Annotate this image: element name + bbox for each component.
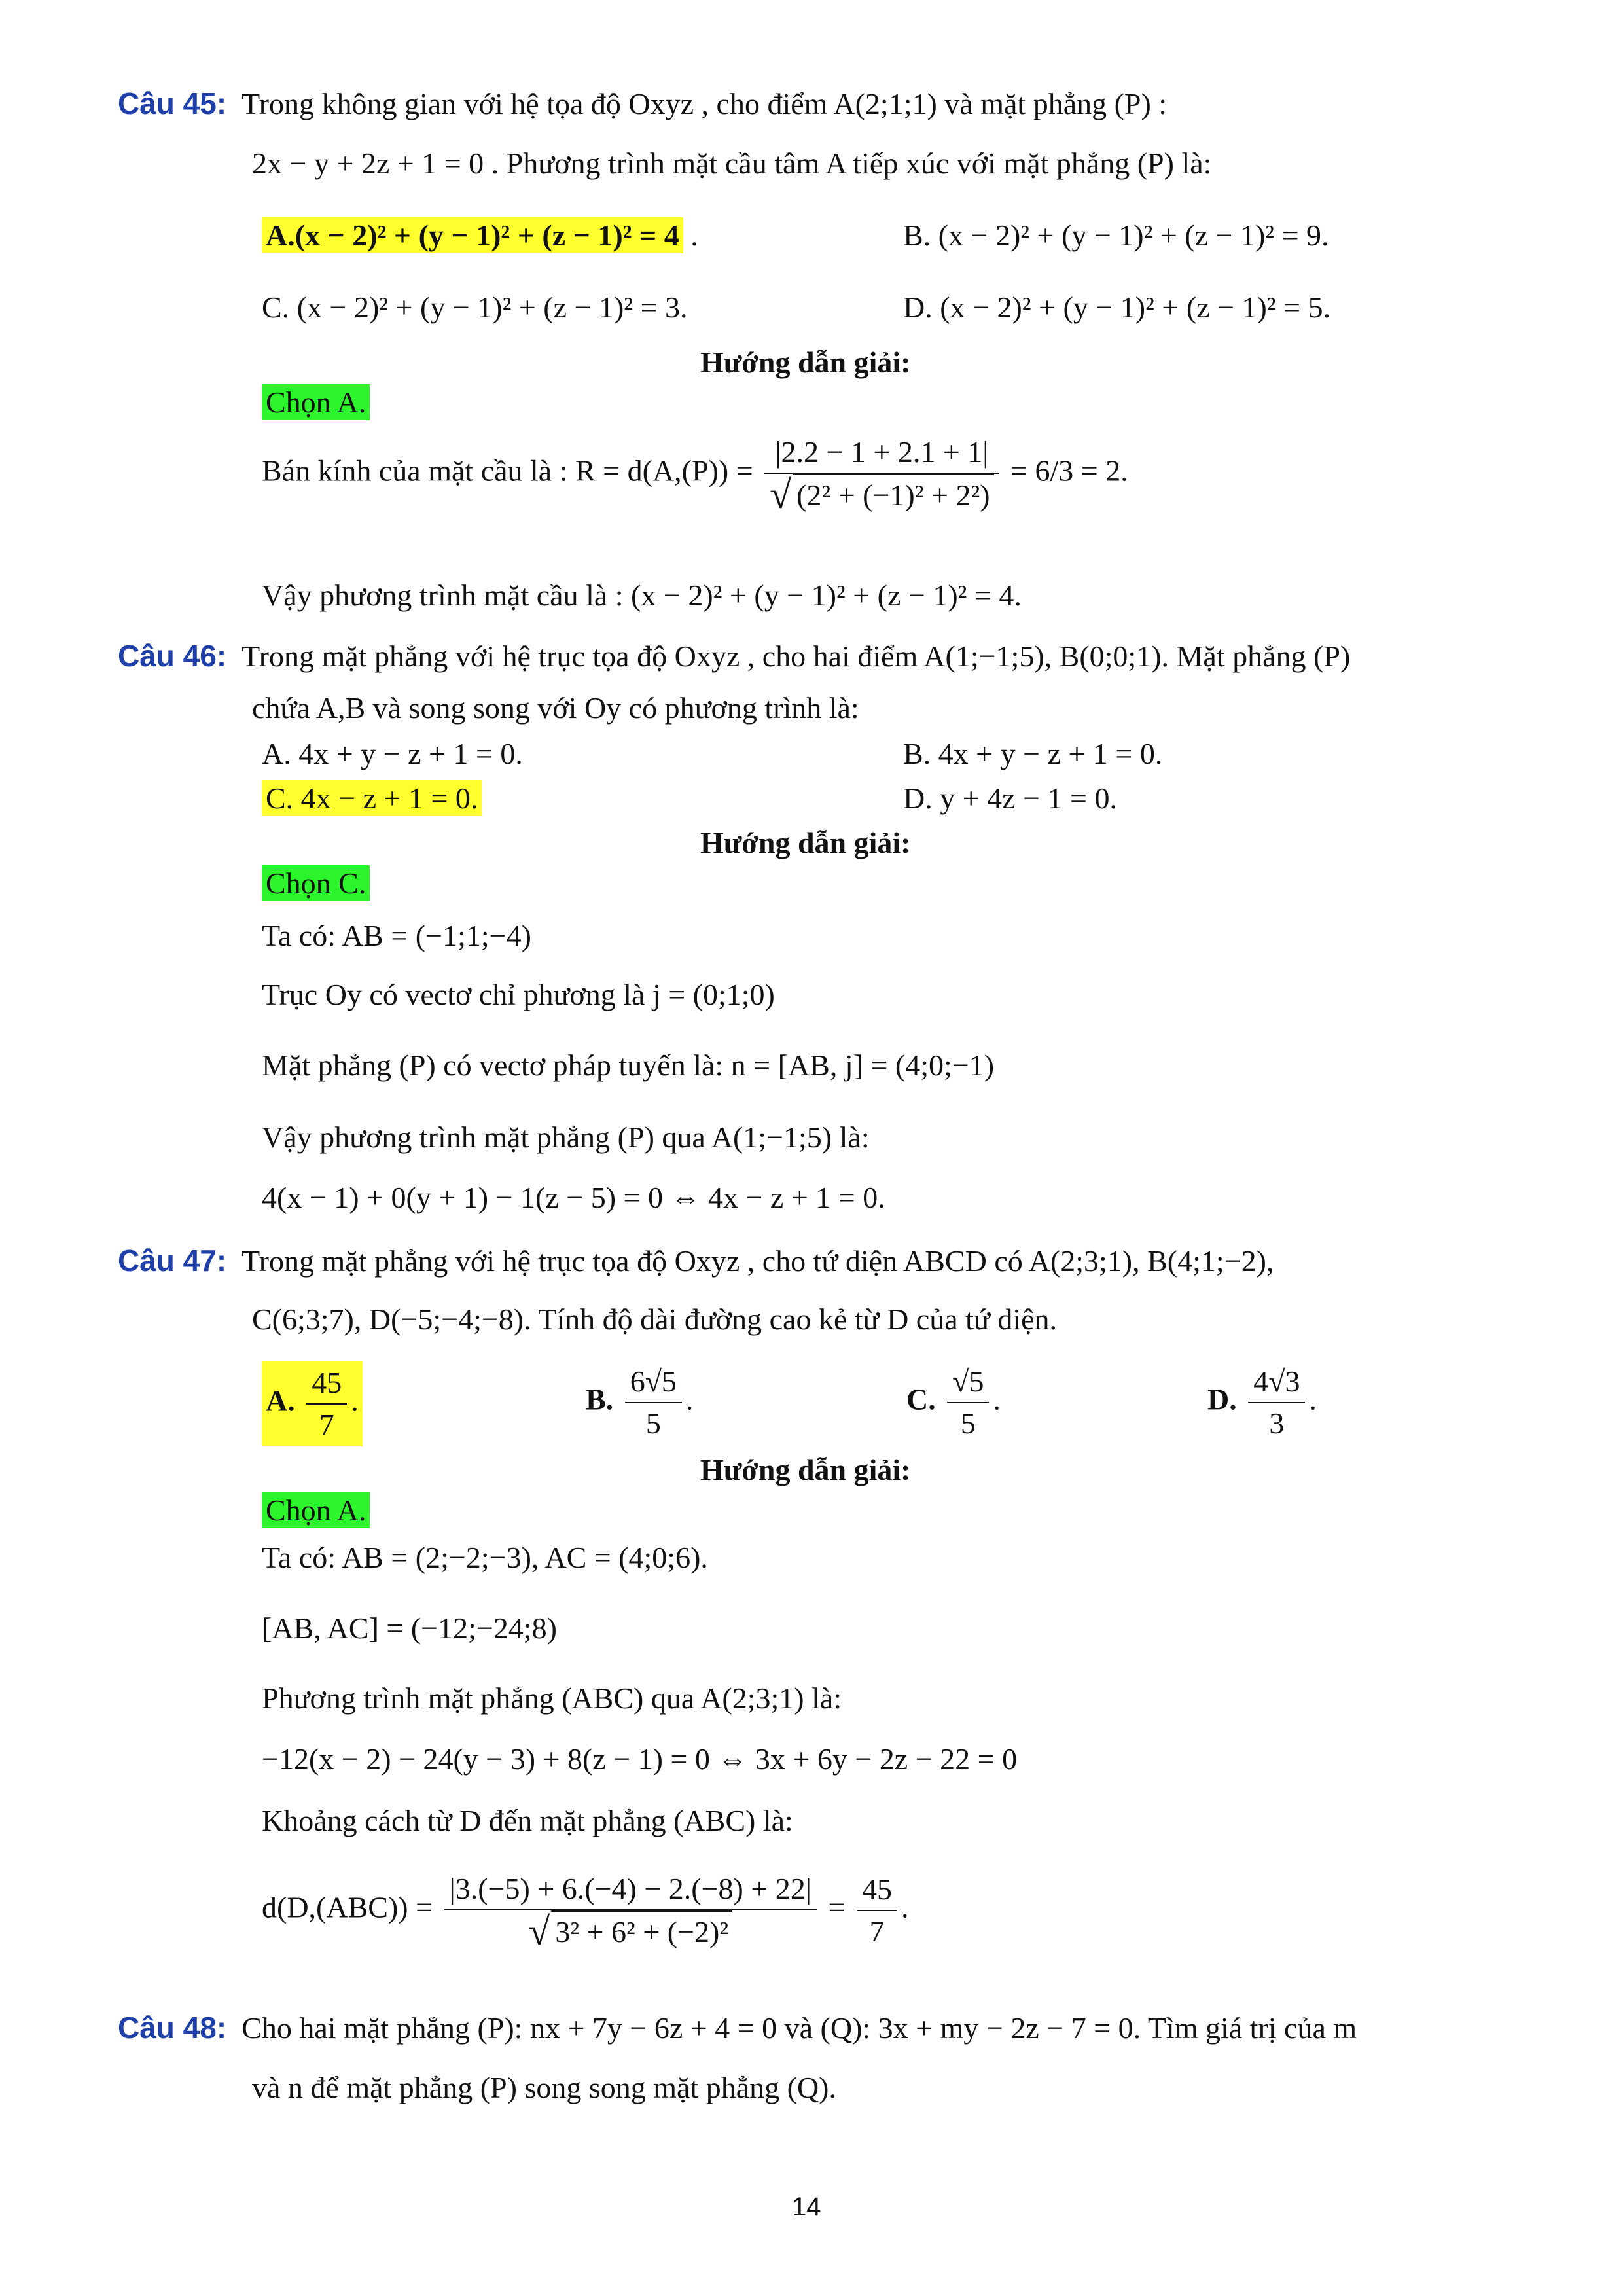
q46-option-d: D. y + 4z − 1 = 0. [903,781,1117,815]
q45-choose [262,383,370,422]
q47-option-c-den: 5 [960,1407,976,1440]
q45-option-d: D. (x − 2)² + (y − 1)² + (z − 1)² = 5. [903,291,1331,324]
q47-option-d: D. $\frac{4√3}{3}$ . [1207,1361,1317,1444]
q46-choose-text: Chọn C. [262,865,370,901]
q46-sol3: Mặt phẳng (P) có vectơ pháp tuyến là: n = [AB, j] = (4;0;−1) [262,1049,995,1082]
q47-option-c-num: √5 [947,1361,989,1403]
q45-option-a-text: A.(x − 2)² + (y − 1)² + (z − 1)² = 4 [262,217,683,253]
q47-option-d-num: 4√3 [1248,1361,1305,1403]
q47-option-c: C. $\frac{√5}{5}$ . [906,1361,1001,1444]
q45-sol1-fraction [764,432,999,516]
q45-solution-radius [262,432,1128,516]
q46-option-a: A. 4x + y − z + 1 = 0. [262,737,523,770]
page-number: 14 [792,2193,821,2221]
q45-heading: Hướng dẫn giải: [700,346,911,379]
q46-label: Câu 46: [118,639,227,673]
q47-sol3: Phương trình mặt phẳng (ABC) qua A(2;3;1) là: [262,1681,842,1715]
q45-stem-1: Trong không gian với hệ tọa độ Oxyz , cho điểm A(2;1;1) và mặt phẳng (P) : [241,87,1168,120]
q47-sol6-pre: d(D,(ABC)) = [262,1890,433,1924]
q47-option-b: B. $\frac{6√5}{5}$ . [586,1361,693,1444]
q47-option-a-box: A. $\frac{45}{7}$ . [262,1361,363,1446]
q47-option-b-label: B. [586,1382,614,1416]
q47-sol4: −12(x − 2) − 24(y − 3) + 8(z − 1) = 0 ⇔ 3x + 6y − 2z − 22 = 0 [262,1742,1018,1776]
q46-line2: chứa A,B và song song với Oy có phương trình là: [252,691,859,725]
q47-label: Câu 47: [118,1244,227,1278]
q46-sol1: Ta có: AB = (−1;1;−4) [262,919,531,952]
q47-option-a [262,1361,363,1446]
q46-choose [262,864,370,903]
q47-choose [262,1491,370,1530]
q45-choose-text: Chọn A. [262,384,370,420]
q47-line2: C(6;3;7), D(−5;−4;−8). Tính độ dài đường cao kẻ từ D của tứ diện. [252,1302,1058,1336]
q47-option-c-fraction [947,1361,989,1444]
q47-option-a-fraction [306,1363,347,1445]
q45-option-c: C. (x − 2)² + (y − 1)² + (z − 1)² = 3. [262,291,688,324]
q46-stem-1: Trong mặt phẳng với hệ trục tọa độ Oxyz , cho hai điểm A(1;−1;5), B(0;0;1). Mặt phẳng (P) [241,639,1351,673]
q47-sol6-result-num: 45 [857,1869,897,1911]
q48-line1 [118,2008,1357,2048]
q47-heading: Hướng dẫn giải: [700,1453,911,1486]
q47-sol6-result-den: 7 [869,1914,885,1948]
q47-option-b-fraction [625,1361,682,1444]
q47-stem-1: Trong mặt phẳng với hệ trục tọa độ Oxyz , cho tứ diện ABCD có A(2;3;1), B(4;1;−2), [241,1244,1274,1278]
q46-sol2: Trục Oy có vectơ chỉ phương là j = (0;1;0) [262,978,775,1011]
q47-sol6-result [857,1869,897,1952]
sqrt-icon: √ [528,1910,550,1953]
q46-sol5: 4(x − 1) + 0(y + 1) − 1(z − 5) = 0 ⇔ 4x − z + 1 = 0. [262,1181,885,1214]
q45-sol1-numerator: |2.2 − 1 + 2.1 + 1| [764,432,999,474]
q47-sol1: Ta có: AB = (2;−2;−3), AC = (4;0;6). [262,1541,708,1574]
q47-option-a-label: A. [266,1384,295,1418]
q47-sol6-denominator: √ 3² + 6² + (−2)² [444,1910,817,1952]
sqrt-icon: √ [770,473,792,516]
q45-option-a: A.(x − 2)² + (y − 1)² + (z − 1)² = 4 . [262,216,698,255]
q45-sol1-denominator: √ (2² + (−1)² + 2²) [764,474,999,516]
q46-heading: Hướng dẫn giải: [700,826,911,859]
q47-choose-text: Chọn A. [262,1492,370,1528]
q46-option-c-text: C. 4x − z + 1 = 0. [262,780,482,816]
q48-stem-1: Cho hai mặt phẳng (P): nx + 7y − 6z + 4 = 0 và (Q): 3x + my − 2z − 7 = 0. Tìm giá trị của m [241,2011,1357,2045]
q46-line1 [118,636,1350,676]
q46-option-b: B. 4x + y − z + 1 = 0. [903,737,1163,770]
q47-option-d-label: D. [1207,1382,1237,1416]
q47-option-d-den: 3 [1269,1407,1285,1440]
q45-sol1-post: = 6/3 = 2. [1010,454,1128,488]
q48-label: Câu 48: [118,2011,227,2045]
q47-option-a-num: 45 [306,1363,347,1405]
q47-option-d-fraction [1248,1361,1305,1444]
q47-option-a-den: 7 [319,1408,334,1441]
q45-line1 [118,84,1167,124]
q47-sol5: Khoảng cách từ D đến mặt phẳng (ABC) là: [262,1804,793,1837]
q47-option-b-den: 5 [645,1407,661,1440]
q45-option-b: B. (x − 2)² + (y − 1)² + (z − 1)² = 9. [903,219,1329,252]
q46-sol4: Vậy phương trình mặt phẳng (P) qua A(1;−1;5) là: [262,1121,870,1154]
q47-sol6: d(D,(ABC)) = $\frac{|3.(-5) + 6.(-4) - 2.(-8) + 22|}{\text{√ 3² + 6² + (−2)²}}$ = $\frac{45}{7}$ . [262,1869,908,1952]
q48-line2: và n để mặt phẳng (P) song song mặt phẳng (Q). [252,2071,837,2104]
q45-sol1-pre: Bán kính của mặt cầu là : R = d(A,(P)) = [262,454,753,488]
q47-sol2: [AB, AC] = (−12;−24;8) [262,1611,557,1645]
q45-line2: 2x − y + 2z + 1 = 0 . Phương trình mặt cầu tâm A tiếp xúc với mặt phẳng (P) là: [252,147,1212,180]
q45-solution-final: Vậy phương trình mặt cầu là : (x − 2)² + (y − 1)² + (z − 1)² = 4. [262,579,1022,612]
q47-sol6-fraction [444,1869,817,1952]
q47-option-b-num: 6√5 [625,1361,682,1403]
q47-sol6-numerator: |3.(−5) + 6.(−4) − 2.(−8) + 22| [444,1869,817,1910]
q45-label: Câu 45: [118,86,227,120]
q47-option-c-label: C. [906,1382,936,1416]
q47-line1 [118,1241,1274,1281]
q46-option-c [262,779,482,818]
